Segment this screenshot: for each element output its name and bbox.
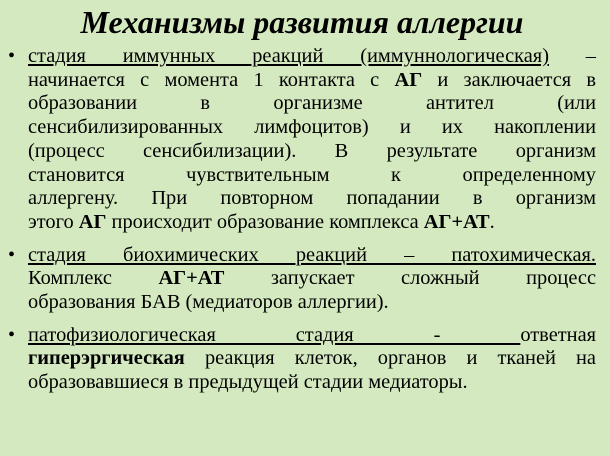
bold-term: гиперэргическая xyxy=(28,347,185,370)
stage-name: стадия иммунных реакций (иммуннологическая) xyxy=(28,45,549,67)
stage-name: патофизиологическая стадия - xyxy=(28,323,521,346)
bold-term: АГ xyxy=(78,210,107,233)
text-line xyxy=(28,187,596,211)
text-line xyxy=(28,116,596,140)
bold-term: АГ xyxy=(394,68,423,91)
text-segment: образовавшиеся в предыдущей стадии медиаторы. xyxy=(28,371,468,394)
text-segment: образовании в организме антител (или xyxy=(28,92,596,115)
slide-title: Механизмы развития аллергии xyxy=(80,4,524,40)
text-segment: . xyxy=(489,210,495,233)
text-segment: происходит образование комплекса xyxy=(106,210,424,233)
bold-term: АГ+АТ xyxy=(158,267,225,290)
text-segment: – xyxy=(548,45,596,67)
text-segment: сенсибилизированных лимфоцитов) и их накоплении xyxy=(28,116,596,139)
text-line xyxy=(28,324,596,348)
text-segment: образования БАВ (медиаторов аллергии). xyxy=(28,291,389,314)
text-line xyxy=(28,92,596,116)
bullet-pathophysiological-stage xyxy=(8,324,596,395)
text-line xyxy=(28,371,596,395)
text-line xyxy=(28,291,596,315)
bold-term: АГ+АТ xyxy=(423,210,490,233)
text-line xyxy=(28,211,596,235)
bullet-dot-icon: • xyxy=(8,243,16,266)
bullet-dot-icon: • xyxy=(8,323,16,346)
text-segment: (процесс сенсибилизации). В результате организм xyxy=(28,139,596,162)
text-segment: аллергену. При повторном попадании в организм xyxy=(28,187,596,210)
bullet-list xyxy=(8,45,596,395)
text-segment: начинается с момента 1 контакта с xyxy=(28,68,395,91)
text-line xyxy=(28,45,596,69)
text-segment: Комплекс xyxy=(28,267,159,290)
bullet-immune-stage xyxy=(8,45,596,235)
text-segment: и заключается в xyxy=(422,68,597,91)
text-segment: запускает сложный процесс xyxy=(224,267,597,290)
text-line xyxy=(28,164,596,188)
text-line xyxy=(28,69,596,93)
text-segment: ответная xyxy=(520,323,596,346)
bullet-biochemical-stage xyxy=(8,244,596,315)
text-line xyxy=(28,244,596,268)
bullet-text xyxy=(28,45,596,235)
text-segment: реакция клеток, органов и тканей на xyxy=(184,347,596,370)
bullet-text xyxy=(28,324,596,395)
stage-name: стадия биохимических реакций – патохимическая. xyxy=(28,243,596,266)
text-segment: этого xyxy=(28,210,79,233)
text-line xyxy=(28,347,596,371)
bullet-text xyxy=(28,244,596,315)
text-segment: становится чувствительным к определенному xyxy=(28,163,596,186)
text-line xyxy=(28,140,596,164)
bullet-dot-icon: • xyxy=(8,45,16,67)
text-line xyxy=(28,267,596,291)
